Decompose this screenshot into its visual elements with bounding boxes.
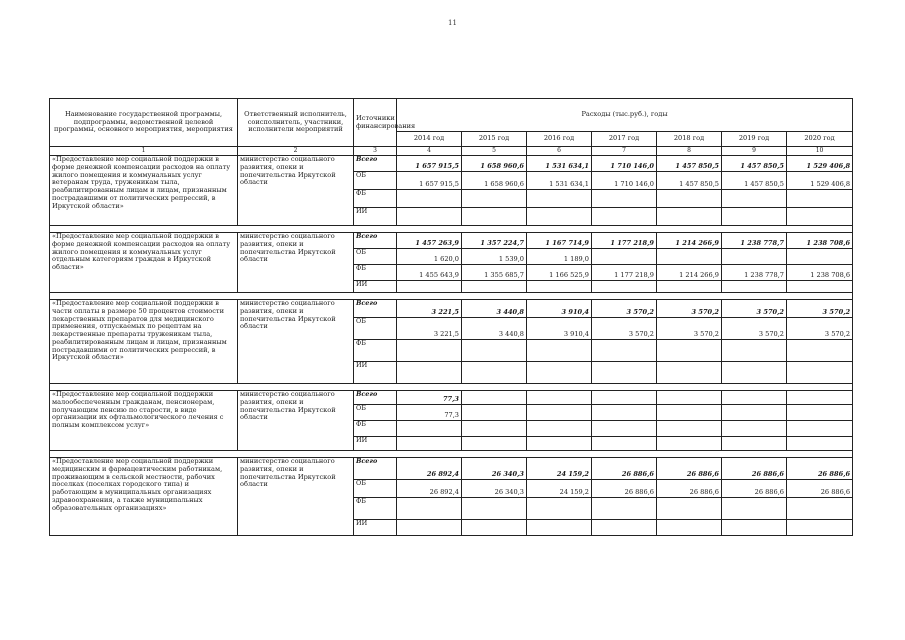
expense-value xyxy=(787,362,853,384)
expense-value xyxy=(592,421,657,437)
expense-value xyxy=(787,437,853,451)
expense-value xyxy=(722,421,787,437)
expense-value xyxy=(722,498,787,520)
expense-value: 1 455 643,9 xyxy=(397,265,462,281)
table-row xyxy=(50,233,853,249)
expense-value xyxy=(592,249,657,265)
expense-value: 1 531 634,1 xyxy=(527,156,592,172)
expense-value xyxy=(397,520,462,536)
expense-value: 1 355 685,7 xyxy=(462,265,527,281)
expense-value xyxy=(657,391,722,405)
expense-value xyxy=(657,405,722,421)
expense-value xyxy=(592,208,657,226)
expense-value xyxy=(592,362,657,384)
expense-value: 1 177 218,9 xyxy=(592,265,657,281)
expense-value xyxy=(657,208,722,226)
expense-value xyxy=(787,281,853,293)
expense-value: 1 529 406,8 xyxy=(787,172,853,190)
funding-source: ИИ xyxy=(354,437,397,451)
column-number: 8 xyxy=(657,147,722,156)
column-number: 3 xyxy=(354,147,397,156)
expense-value xyxy=(397,281,462,293)
expense-value xyxy=(397,421,462,437)
expense-value: 3 570,2 xyxy=(657,300,722,318)
column-number: 4 xyxy=(397,147,462,156)
expense-value xyxy=(657,421,722,437)
expense-value: 1 238 778,7 xyxy=(722,265,787,281)
header-year: 2014 год xyxy=(397,132,462,147)
expense-value: 1 658 960,6 xyxy=(462,172,527,190)
expense-value: 1 657 915,5 xyxy=(397,172,462,190)
table-row xyxy=(50,458,853,480)
expense-value xyxy=(527,421,592,437)
header-row xyxy=(50,99,853,132)
expense-value: 26 886,6 xyxy=(722,458,787,480)
expense-value xyxy=(397,190,462,208)
expense-value xyxy=(462,498,527,520)
header-year: 2015 год xyxy=(462,132,527,147)
expense-value: 26 886,6 xyxy=(722,480,787,498)
expense-value xyxy=(462,340,527,362)
expense-value: 3 440,8 xyxy=(462,318,527,340)
measure-name: «Предоставление мер социальной поддержки в форме денежной компенсации расходов на оплату жилого помещения и коммунальных услуг отдельным категориям граждан в Иркутской области» xyxy=(50,233,238,293)
expense-value xyxy=(592,405,657,421)
expense-value xyxy=(527,391,592,405)
header-year: 2017 год xyxy=(592,132,657,147)
funding-source: Всего xyxy=(354,300,397,318)
table-row xyxy=(50,391,853,405)
expense-value xyxy=(787,520,853,536)
expense-value: 3 570,2 xyxy=(592,300,657,318)
expense-value xyxy=(527,208,592,226)
header-sources: Источники финансирования xyxy=(354,99,397,147)
expense-value: 1 166 525,9 xyxy=(527,265,592,281)
expense-value xyxy=(527,340,592,362)
expense-value: 3 440,8 xyxy=(462,300,527,318)
expense-value xyxy=(397,498,462,520)
funding-source: ИИ xyxy=(354,281,397,293)
funding-source: ФБ xyxy=(354,190,397,208)
expense-value: 3 570,2 xyxy=(722,318,787,340)
expense-value: 26 886,6 xyxy=(657,458,722,480)
expense-value xyxy=(527,405,592,421)
column-number: 2 xyxy=(238,147,354,156)
expense-value: 1 457 850,5 xyxy=(657,156,722,172)
expense-value xyxy=(787,421,853,437)
measure-name: «Предоставление мер социальной поддержки в форме денежной компенсации расходов на оплату жилого помещения и коммунальных услуг ветеранам труда, труженикам тыла, реабилитированным лицам и лицам, признанным пострадавшими от политических репрессий, в Иркутской области» xyxy=(50,156,238,226)
expense-value xyxy=(527,362,592,384)
expense-value xyxy=(462,190,527,208)
expense-value: 24 159,2 xyxy=(527,480,592,498)
funding-source: ФБ xyxy=(354,498,397,520)
expense-value xyxy=(527,520,592,536)
table-body xyxy=(50,156,853,536)
funding-source: ФБ xyxy=(354,340,397,362)
funding-source: Всего xyxy=(354,156,397,172)
expense-value xyxy=(657,498,722,520)
expense-value xyxy=(397,437,462,451)
expense-value: 1 238 708,6 xyxy=(787,233,853,249)
funding-source: ОБ xyxy=(354,318,397,340)
expense-value xyxy=(462,391,527,405)
funding-source: ИИ xyxy=(354,362,397,384)
expense-value: 26 892,4 xyxy=(397,480,462,498)
expense-value: 3 570,2 xyxy=(657,318,722,340)
expense-value: 1 710 146,0 xyxy=(592,172,657,190)
expense-value xyxy=(527,498,592,520)
funding-source: Всего xyxy=(354,458,397,480)
expense-value: 1 457 850,5 xyxy=(657,172,722,190)
column-number: 1 xyxy=(50,147,238,156)
responsible-executor: министерство социального развития, опеки и попечительства Иркутской области xyxy=(238,458,354,536)
column-number: 7 xyxy=(592,147,657,156)
expense-value: 1 457 850,5 xyxy=(722,172,787,190)
header-year: 2019 год xyxy=(722,132,787,147)
funding-source: Всего xyxy=(354,233,397,249)
expense-value xyxy=(397,340,462,362)
column-number: 10 xyxy=(787,147,853,156)
expense-value xyxy=(722,405,787,421)
expense-value xyxy=(722,362,787,384)
expense-value: 26 340,3 xyxy=(462,458,527,480)
expense-value xyxy=(592,520,657,536)
funding-source: ОБ xyxy=(354,172,397,190)
expense-value xyxy=(397,208,462,226)
expense-value: 1 539,0 xyxy=(462,249,527,265)
funding-source: ОБ xyxy=(354,480,397,498)
expense-value: 26 892,4 xyxy=(397,458,462,480)
expense-value: 26 886,6 xyxy=(592,480,657,498)
header-name: Наименование государственной программы, подпрограммы, ведомственной целевой программы, основного мероприятия, мероприятия xyxy=(50,99,238,147)
header-expenses: Расходы (тыс.руб.), годы xyxy=(397,99,853,132)
funding-source: Всего xyxy=(354,391,397,405)
expense-value: 3 570,2 xyxy=(787,300,853,318)
expense-value xyxy=(462,362,527,384)
expense-value: 26 886,6 xyxy=(657,480,722,498)
expense-value xyxy=(462,520,527,536)
expense-value: 1 529 406,8 xyxy=(787,156,853,172)
expense-value xyxy=(657,437,722,451)
expense-value xyxy=(592,340,657,362)
expense-value xyxy=(462,421,527,437)
expense-value xyxy=(592,498,657,520)
expense-value xyxy=(397,362,462,384)
expense-value xyxy=(592,281,657,293)
funding-source: ФБ xyxy=(354,421,397,437)
expense-value: 1 238 778,7 xyxy=(722,233,787,249)
budget-table xyxy=(49,98,853,536)
responsible-executor: министерство социального развития, опеки и попечительства Иркутской области xyxy=(238,300,354,384)
measure-name: «Предоставление мер социальной поддержки медицинским и фармацевтическим работникам, проживающим в сельской местности, рабочих поселках (поселках городского типа) и работающим в муниципальных организациях здравоохранения, а также муниципальных образовательных организациях» xyxy=(50,458,238,536)
expense-value xyxy=(462,437,527,451)
expense-value xyxy=(657,190,722,208)
expense-value xyxy=(722,208,787,226)
expense-value: 26 340,3 xyxy=(462,480,527,498)
expense-value: 1 658 960,6 xyxy=(462,156,527,172)
expense-value xyxy=(722,281,787,293)
expense-value xyxy=(462,405,527,421)
expense-value xyxy=(462,208,527,226)
expense-value xyxy=(657,362,722,384)
funding-source: ИИ xyxy=(354,520,397,536)
header-year: 2018 год xyxy=(657,132,722,147)
expense-value xyxy=(592,437,657,451)
expense-value xyxy=(462,281,527,293)
expense-value xyxy=(722,391,787,405)
expense-value: 1 177 218,9 xyxy=(592,233,657,249)
funding-source: ИИ xyxy=(354,208,397,226)
column-number: 5 xyxy=(462,147,527,156)
responsible-executor: министерство социального развития, опеки и попечительства Иркутской области xyxy=(238,156,354,226)
table-row xyxy=(50,156,853,172)
header-year: 2016 год xyxy=(527,132,592,147)
expense-value: 3 570,2 xyxy=(722,300,787,318)
expense-value xyxy=(657,249,722,265)
expense-value xyxy=(722,190,787,208)
expense-value xyxy=(527,190,592,208)
expense-value xyxy=(657,520,722,536)
expense-value: 3 910,4 xyxy=(527,318,592,340)
column-number: 9 xyxy=(722,147,787,156)
expense-value: 26 886,6 xyxy=(787,458,853,480)
measure-name: «Предоставление мер социальной поддержки малообеспеченным гражданам, пенсионерам, получающим пенсию по старости, в виде организации их офтальмологического лечения с полным комплексом услуг» xyxy=(50,391,238,451)
expense-value: 1 620,0 xyxy=(397,249,462,265)
expense-value: 26 886,6 xyxy=(592,458,657,480)
expense-value xyxy=(657,340,722,362)
expense-value xyxy=(787,208,853,226)
expense-value xyxy=(592,190,657,208)
expense-value: 3 570,2 xyxy=(787,318,853,340)
header-responsible: Ответственный исполнитель, соисполнитель, участники, исполнители мероприятий xyxy=(238,99,354,147)
expense-value xyxy=(787,405,853,421)
expense-value xyxy=(787,249,853,265)
funding-source: ОБ xyxy=(354,405,397,421)
expense-value: 77,3 xyxy=(397,405,462,421)
expense-value: 1 238 708,6 xyxy=(787,265,853,281)
expense-value: 1 214 266,9 xyxy=(657,265,722,281)
expense-value: 3 221,5 xyxy=(397,300,462,318)
expense-value: 1 357 224,7 xyxy=(462,233,527,249)
expense-value: 1 167 714,9 xyxy=(527,233,592,249)
responsible-executor: министерство социального развития, опеки и попечительства Иркутской области xyxy=(238,233,354,293)
expense-value xyxy=(527,437,592,451)
expense-value: 26 886,6 xyxy=(787,480,853,498)
expense-value: 1 214 266,9 xyxy=(657,233,722,249)
expense-value xyxy=(722,249,787,265)
expense-value xyxy=(592,391,657,405)
expense-value xyxy=(787,391,853,405)
expense-value xyxy=(657,281,722,293)
expense-value xyxy=(527,281,592,293)
expense-value: 1 657 915,5 xyxy=(397,156,462,172)
funding-source: ОБ xyxy=(354,249,397,265)
funding-source: ФБ xyxy=(354,265,397,281)
expense-value: 1 457 850,5 xyxy=(722,156,787,172)
measure-name: «Предоставление мер социальной поддержки в части оплаты в размере 50 процентов стоимости лекарственных препаратов для медицинского применения, отпускаемых по рецептам на лекарственные препараты труженикам тыла, реабилитированным лицам и лицам, признанным пострадавшими от политических репрессий, в Иркутской области» xyxy=(50,300,238,384)
page-number: 11 xyxy=(448,19,457,27)
expense-value: 1 189,0 xyxy=(527,249,592,265)
expense-value: 1 531 634,1 xyxy=(527,172,592,190)
expense-value xyxy=(722,437,787,451)
expense-value xyxy=(722,340,787,362)
table-row xyxy=(50,300,853,318)
expense-value: 3 221,5 xyxy=(397,318,462,340)
expense-value: 3 910,4 xyxy=(527,300,592,318)
expense-value xyxy=(787,498,853,520)
expense-value: 24 159,2 xyxy=(527,458,592,480)
expense-value xyxy=(787,190,853,208)
expense-value: 77,3 xyxy=(397,391,462,405)
column-number: 6 xyxy=(527,147,592,156)
expense-value xyxy=(722,520,787,536)
expense-value xyxy=(787,340,853,362)
expense-value: 1 710 146,0 xyxy=(592,156,657,172)
responsible-executor: министерство социального развития, опеки и попечительства Иркутской области xyxy=(238,391,354,451)
expense-value: 3 570,2 xyxy=(592,318,657,340)
header-year: 2020 год xyxy=(787,132,853,147)
expense-value: 1 457 263,9 xyxy=(397,233,462,249)
